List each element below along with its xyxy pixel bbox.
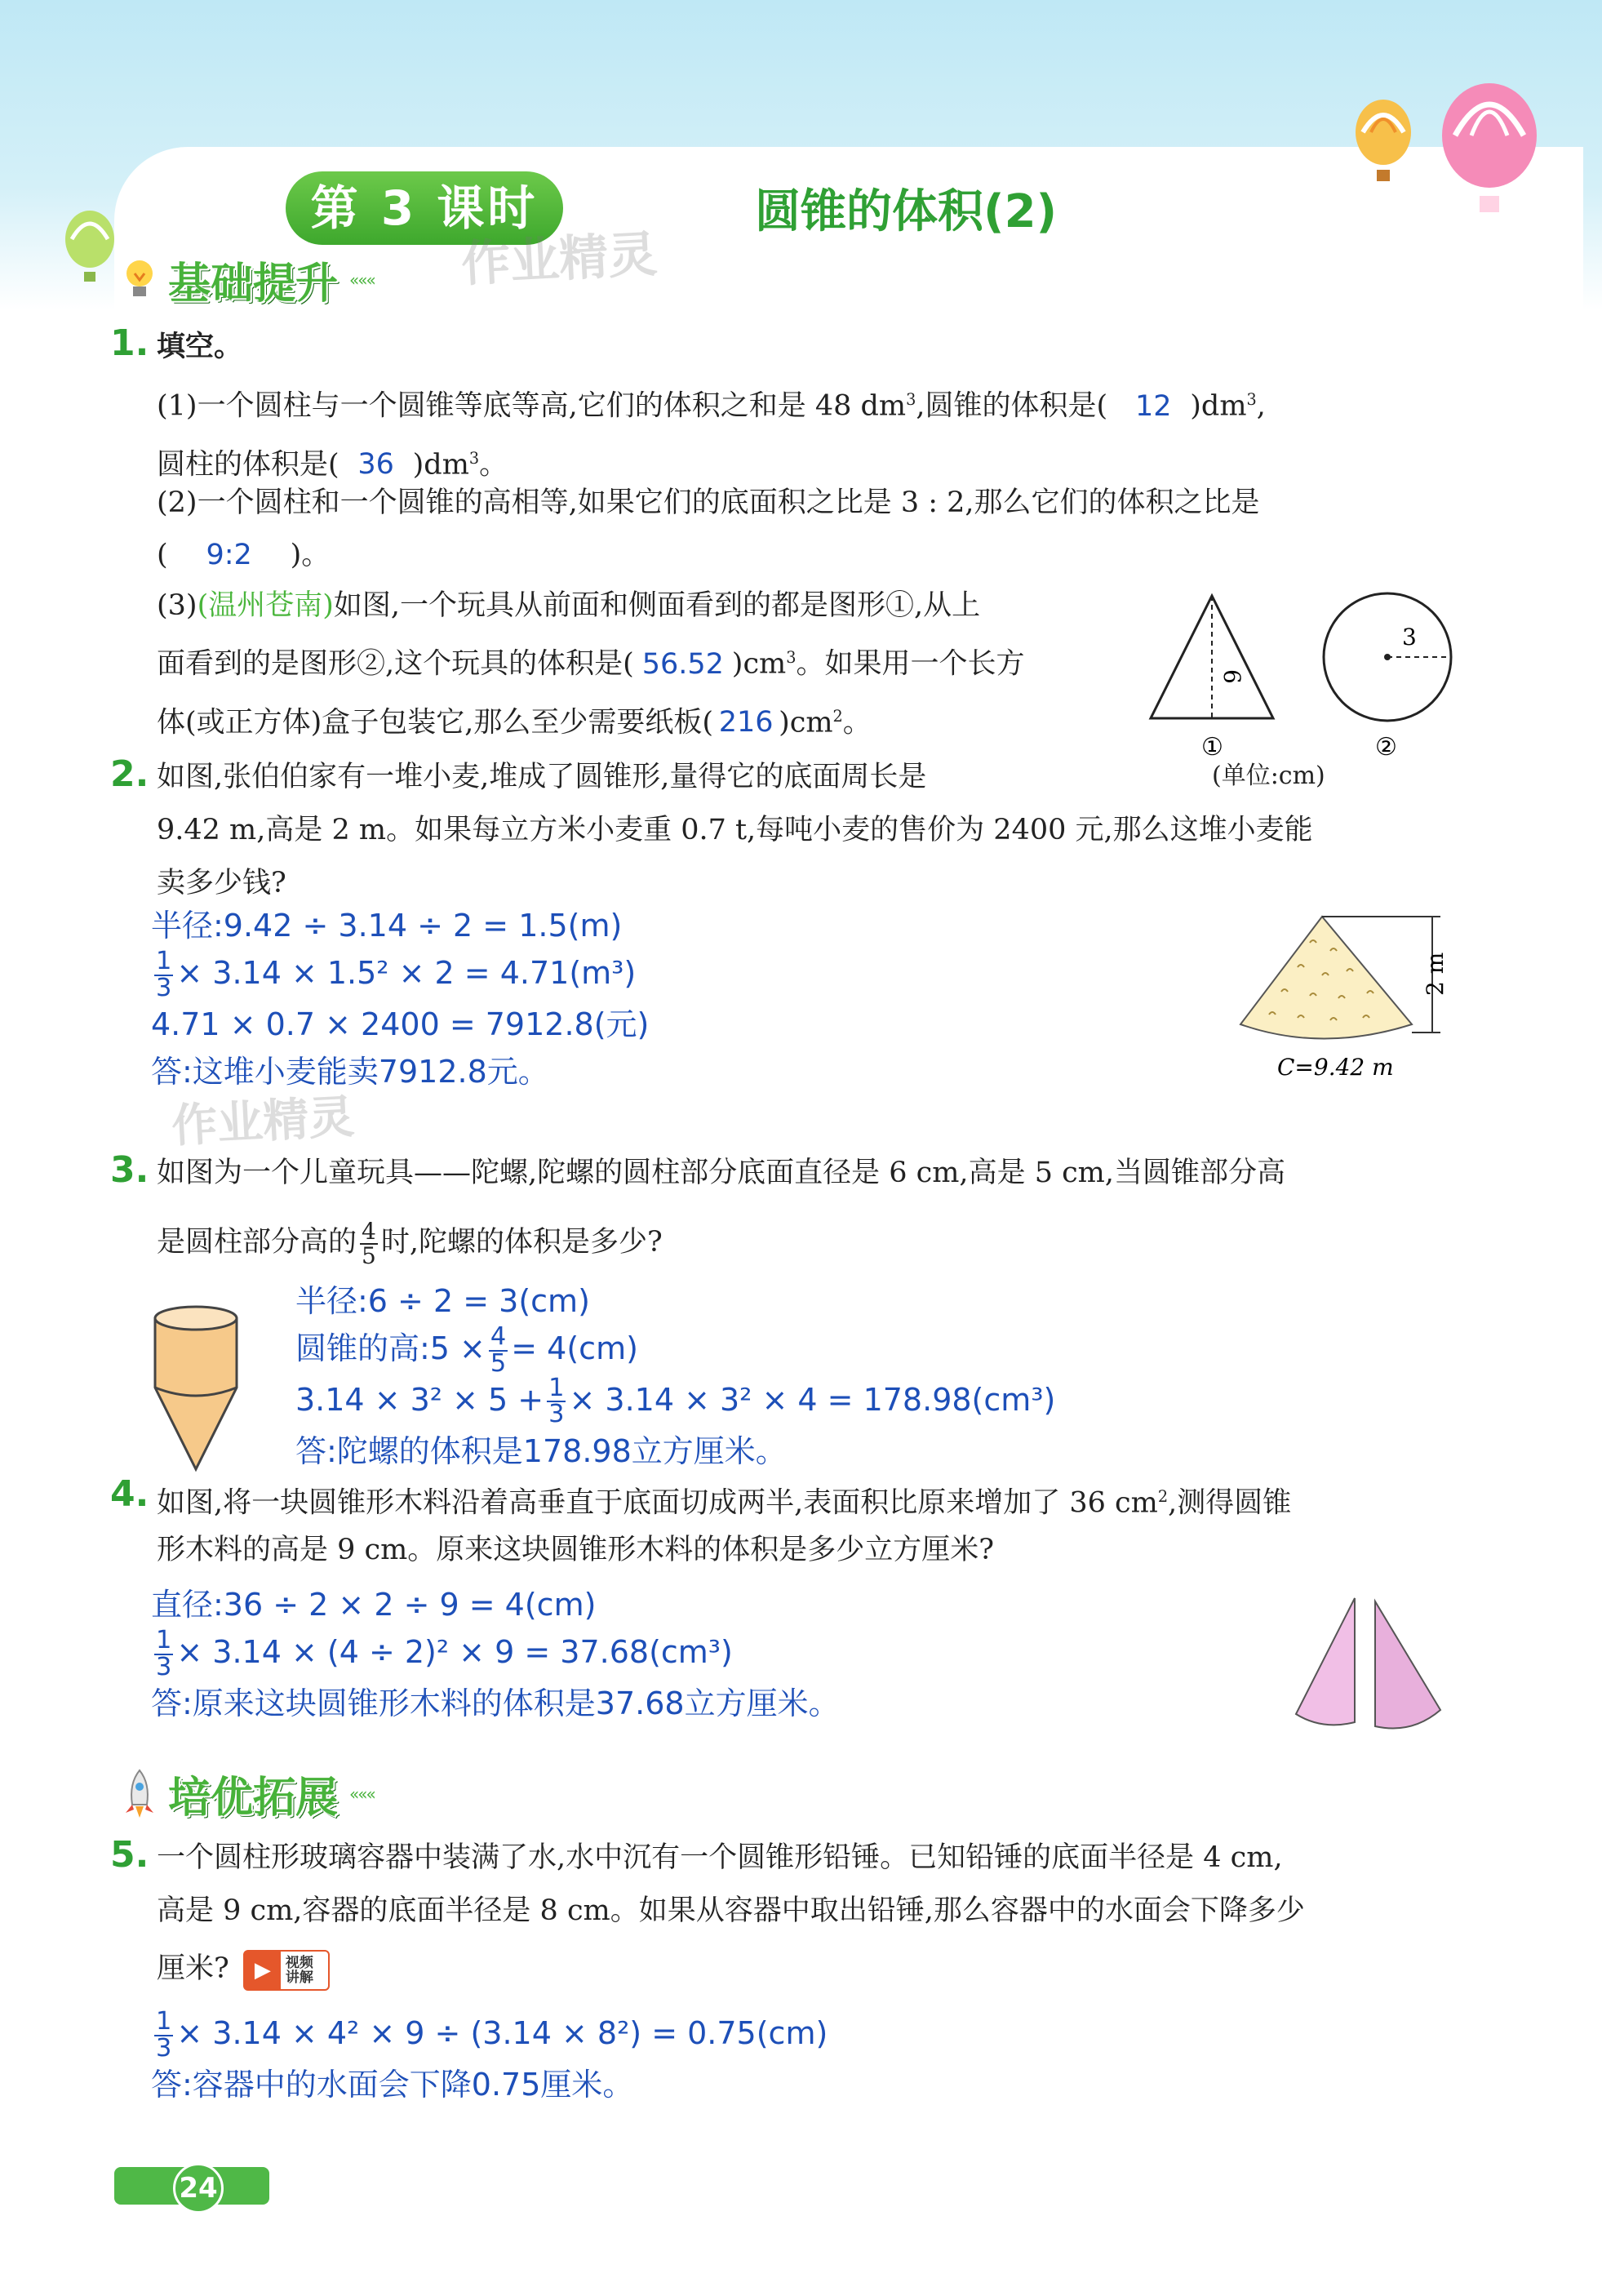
- q5-answer-line1: $\frac{1}{3}$ × 3.14 × 4² × 9 ÷ (3.14 × 8²) = 0.75(cm): [156, 2007, 828, 2063]
- rocket-icon: [122, 1769, 157, 1819]
- fig-height-label: 6: [1218, 669, 1245, 684]
- question-number: 5.: [110, 1834, 149, 1876]
- fig-height-label: 2 m: [1422, 952, 1449, 996]
- q4-answer-line1: 直径:36 ÷ 2 × 2 ÷ 9 = 4(cm): [151, 1587, 597, 1623]
- question-number: 4.: [110, 1473, 149, 1515]
- q2-answer: [151, 902, 649, 1095]
- fig-label-2: ②: [1375, 733, 1397, 762]
- fig-label-1: ①: [1201, 733, 1223, 762]
- play-icon: ▶: [245, 1952, 281, 1989]
- lightbulb-icon: [122, 257, 157, 303]
- section-basic-label: 基础提升: [168, 260, 339, 309]
- wheat-pile-figure: [1232, 902, 1469, 1090]
- answer-blank: 9:2: [206, 539, 252, 571]
- balloon-small-icon: [1347, 98, 1420, 188]
- q4-text-a: 如图,将一块圆锥形木料沿着高垂直于底面切成两半,表面积比原来增加了 36 $cm^2$,测得圆锥: [157, 1486, 1292, 1520]
- q2-text-c: 卖多少钱?: [157, 867, 286, 899]
- q2-answer-line1: 半径:9.42 ÷ 3.14 ÷ 2 = 1.5(m): [151, 908, 623, 944]
- q2-answer-line4: 答:这堆小麦能卖7912.8元。: [151, 1053, 549, 1090]
- fig-unit-caption: (单位:cm): [1212, 762, 1325, 790]
- question-number: 3.: [110, 1149, 149, 1191]
- q4-answer-line2: $\frac{1}{3}$ × 3.14 × (4 ÷ 2)² × 9 = 37.68(cm³): [156, 1626, 733, 1681]
- q2-text-a: 如图,张伯伯家有一堆小麦,堆成了圆锥形,量得它的底面周长是: [157, 761, 927, 793]
- q1-title: 填空。: [157, 331, 243, 363]
- spinning-top-figure: [147, 1298, 245, 1486]
- section-basic: [122, 249, 375, 310]
- video-label: 视频讲解: [285, 1954, 313, 1986]
- split-cone-figure: [1289, 1592, 1453, 1739]
- lesson-badge: 第 3 课时: [286, 171, 563, 245]
- answer-blank: 36: [357, 448, 394, 482]
- section-arrows: «««: [349, 269, 375, 290]
- q1-part3: (3)(温州苍南)如图,一个玩具从前面和侧面看到的都是图形①,从上 面看到的是图形②,这个玩具的体积是( 56.52 )$cm^3$。如果用一个长方 体(或正方体)盒子包装它,那么至少需要纸板( 216 )$cm^2$。: [157, 580, 1152, 748]
- q1-part1: (1)一个圆柱与一个圆锥等底等高,它们的体积之和是 48 $dm^3$,圆锥的体积是( 12 )$dm^3$, 圆柱的体积是( 36 )$dm^3$。: [157, 374, 1462, 491]
- q3-answer: [295, 1277, 1055, 1475]
- q1-figure: [1143, 588, 1461, 775]
- answer-blank: 56.52: [641, 647, 724, 681]
- section-arrows: «««: [349, 1783, 375, 1804]
- q2-text-b: 9.42 m,高是 2 m。如果每立方米小麦重 0.7 t,每吨小麦的售价为 2400 元,那么这堆小麦能: [157, 814, 1313, 846]
- q3-answer-line2: 圆锥的高:5 × $\frac{4}{5}$ = 4(cm): [295, 1322, 638, 1378]
- video-lesson-button[interactable]: [243, 1950, 330, 1991]
- q4-text-b: 形木料的高是 9 cm。原来这块圆锥形木料的体积是多少立方厘米?: [157, 1534, 995, 1566]
- section-advanced: [122, 1763, 375, 1824]
- fig-circumference-label: C=9.42 m: [1277, 1054, 1394, 1081]
- q3-answer-line3: 3.14 × 3² × 5 + $\frac{1}{3}$ × 3.14 × 3² × 4 = 178.98(cm³): [295, 1374, 1056, 1429]
- question-number: 1.: [110, 322, 149, 364]
- balloon-large-icon: [1432, 82, 1547, 220]
- q3-text-a: 如图为一个儿童玩具——陀螺,陀螺的圆柱部分底面直径是 6 cm,高是 5 cm,当圆锥部分高: [157, 1157, 1285, 1189]
- q5-answer-line2: 答:容器中的水面会下降0.75厘米。: [151, 2066, 634, 2103]
- q2-answer-line3: 4.71 × 0.7 × 2400 = 7912.8(元): [151, 1006, 650, 1042]
- balloon-left-icon: [57, 208, 122, 290]
- q3-text-b: 是圆柱部分高的 $\frac{4}{5}$ 时,陀螺的体积是多少?: [157, 1217, 663, 1269]
- q5-text-a: 一个圆柱形玻璃容器中装满了水,水中沉有一个圆锥形铅锤。已知铅锤的底面半径是 4 cm,: [157, 1841, 1283, 1874]
- q4-answer-line3: 答:原来这块圆锥形木料的体积是37.68立方厘米。: [151, 1685, 840, 1721]
- page-number: 24: [173, 2163, 224, 2214]
- lesson-title: 圆锥的体积(2): [755, 185, 1058, 238]
- section-advanced-label: 培优拓展: [168, 1774, 339, 1823]
- q1-part2: (2)一个圆柱和一个圆锥的高相等,如果它们的底面积之比是 3 : 2,那么它们的体积之比是 ( 9:2 )。: [157, 477, 1462, 581]
- q2-answer-line2: $\frac{1}{3}$ × 3.14 × 1.5² × 2 = 4.71(m³): [156, 947, 637, 1002]
- q3-answer-line4: 答:陀螺的体积是178.98立方厘米。: [295, 1432, 787, 1469]
- question-number: 2.: [110, 753, 149, 795]
- q5-text-c: 厘米? ▶ 视频讲解: [157, 1943, 330, 1995]
- watermark: 作业精灵: [459, 225, 659, 294]
- answer-blank: 12: [1134, 389, 1172, 423]
- watermark: 作业精灵: [170, 1090, 356, 1153]
- fig-radius-label: 3: [1402, 624, 1417, 651]
- q5-answer: [151, 2007, 828, 2108]
- answer-blank: 216: [718, 706, 774, 739]
- q4-answer: [151, 1581, 840, 1727]
- q3-answer-line1: 半径:6 ÷ 2 = 3(cm): [295, 1283, 590, 1319]
- q5-text-b: 高是 9 cm,容器的底面半径是 8 cm。如果从容器中取出铅锤,那么容器中的水面会下降多少: [157, 1894, 1305, 1927]
